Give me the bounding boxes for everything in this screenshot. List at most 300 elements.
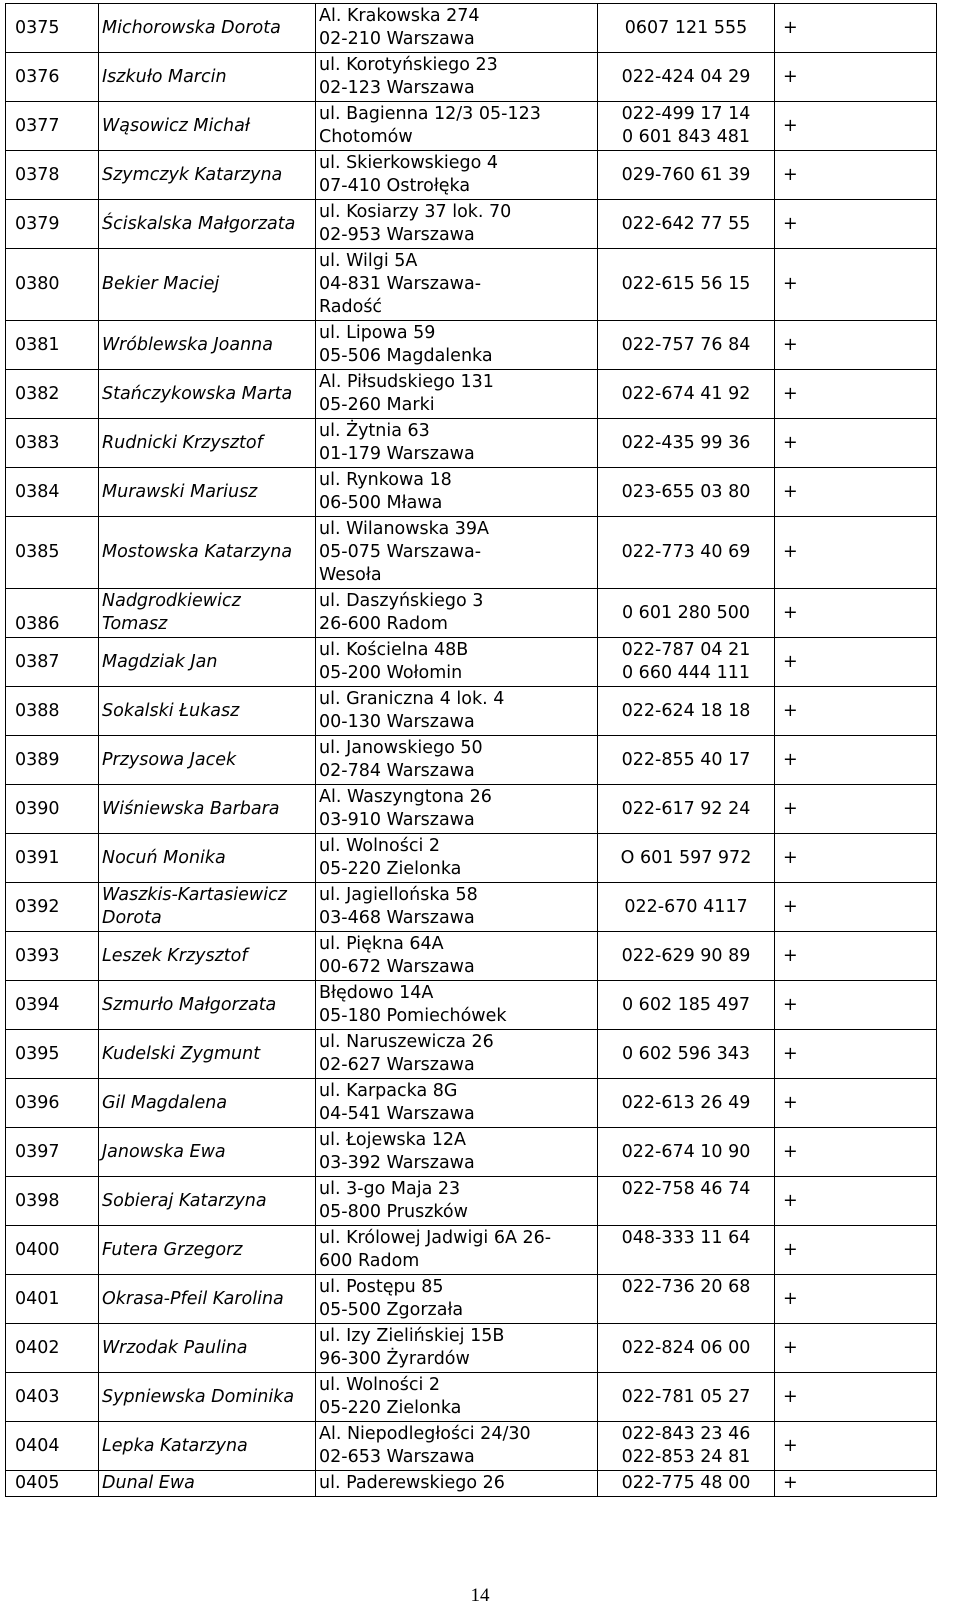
phone [598,785,775,834]
address-line: ul. Karpacka 8G [319,1081,458,1101]
person-name [99,4,316,53]
table-row [6,589,937,638]
row-number: 0397 [6,1128,99,1177]
phone-line: 0 602 596 343 [621,1043,751,1064]
address-line: ul. Graniczna 4 lok. 4 [319,689,505,709]
person-name-line: Iszkuło Marcin [102,66,227,87]
address-line: 03-468 Warszawa [319,908,475,928]
phone-line: 022-499 17 14 [621,104,751,124]
address-line: 05-180 Pomiechówek [319,1006,507,1026]
person-name-line: Leszek Krzysztof [102,945,248,966]
row-number: 0393 [6,932,99,981]
row-number: 0376 [6,53,99,102]
table-row [6,468,937,517]
phone [598,1324,775,1373]
address-line: 03-910 Warszawa [319,810,475,830]
table-row [6,1079,937,1128]
row-number: 0387 [6,638,99,687]
table-row [6,1226,937,1275]
address [316,1373,598,1422]
row-number: 0389 [6,736,99,785]
address [316,200,598,249]
address-line: ul. Kosiarzy 37 lok. 70 [319,202,512,222]
phone-line: 022-843 23 46 [621,1424,751,1444]
table-row [6,1177,937,1226]
address [316,883,598,932]
row-number: 0375 [6,4,99,53]
address [316,1030,598,1079]
person-name [99,370,316,419]
address-line: 02-784 Warszawa [319,761,475,781]
row-number: 0403 [6,1373,99,1422]
address-line: 04-831 Warszawa- [319,274,482,294]
status-mark: + [775,53,937,102]
address [316,981,598,1030]
status-mark: + [775,249,937,321]
address-line: Chotomów [319,127,413,147]
row-number: 0380 [6,249,99,321]
table-row [6,1030,937,1079]
table-row [6,53,937,102]
address [316,249,598,321]
table-row [6,1422,937,1471]
person-name [99,932,316,981]
phone-line: 023-655 03 80 [621,481,751,502]
phone-line: 022-617 92 24 [621,798,751,819]
phone-line: 022-624 18 18 [621,700,751,721]
phone [598,1275,775,1324]
person-name [99,1471,316,1497]
row-number: 0400 [6,1226,99,1275]
person-name [99,981,316,1030]
person-name-line: Okrasa-Pfeil Karolina [102,1288,284,1309]
phone-line: 0607 121 555 [624,17,748,38]
phone [598,1422,775,1471]
phone-line: 022-775 48 00 [621,1473,751,1493]
phone-line: 022-613 26 49 [621,1092,751,1113]
status-mark: + [775,1226,937,1275]
person-name-line: Sokalski Łukasz [102,700,240,721]
table-row [6,687,937,736]
row-number: 0396 [6,1079,99,1128]
address-line: 02-653 Warszawa [319,1447,475,1467]
address [316,370,598,419]
address [316,785,598,834]
address-line: Radość [319,297,383,317]
address [316,1324,598,1373]
address-line: Wesoła [319,565,382,585]
status-mark: + [775,1373,937,1422]
person-name-line: Waszkis-Kartasiewicz [102,885,287,905]
phone-line: 022-787 04 21 [621,640,751,660]
address-line: 05-075 Warszawa- [319,542,482,562]
address-line: ul. Rynkowa 18 [319,470,452,490]
address-line: ul. Wilgi 5A [319,251,418,271]
phone [598,4,775,53]
status-mark: + [775,419,937,468]
status-mark: + [775,687,937,736]
person-name-line: Sypniewska Dominika [102,1386,295,1407]
address-line: ul. Wolności 2 [319,1375,441,1395]
row-number: 0398 [6,1177,99,1226]
phone-line: 022-424 04 29 [621,66,751,87]
address-line: ul. Korotyńskiego 23 [319,55,498,75]
contacts-table-body [6,4,937,1497]
row-number: 0404 [6,1422,99,1471]
address-line: ul. Jagiellońska 58 [319,885,478,905]
person-name [99,1422,316,1471]
person-name [99,249,316,321]
table-row [6,638,937,687]
table-row [6,981,937,1030]
person-name [99,200,316,249]
row-number: 0383 [6,419,99,468]
person-name-line: Tomasz [102,614,168,634]
phone-line: 022-629 90 89 [621,945,751,966]
phone [598,53,775,102]
phone-line [601,1299,771,1322]
person-name-line: Magdziak Jan [102,651,218,672]
address-line: 04-541 Warszawa [319,1104,475,1124]
address-line: 02-953 Warszawa [319,225,475,245]
person-name-line: Przysowa Jacek [102,749,237,770]
person-name-line: Rudnicki Krzysztof [102,432,263,453]
phone-line: 0 601 280 500 [621,602,751,623]
address-line: 02-210 Warszawa [319,29,475,49]
person-name-line: Gil Magdalena [102,1092,228,1113]
phone [598,370,775,419]
phone-line: 029-760 61 39 [621,164,751,185]
person-name-line: Wiśniewska Barbara [102,798,280,819]
phone [598,736,775,785]
phone-line: 022-674 10 90 [621,1141,751,1162]
table-row [6,517,937,589]
phone-line: 0 602 185 497 [621,994,751,1015]
phone-line: 0 601 843 481 [621,127,751,147]
table-row [6,151,937,200]
address-line: Al. Niepodległości 24/30 [319,1424,531,1444]
status-mark: + [775,1422,937,1471]
address [316,419,598,468]
phone [598,321,775,370]
person-name-line: Nadgrodkiewicz [102,591,241,611]
person-name-line: Murawski Mariusz [102,481,258,502]
phone-line: 048-333 11 64 [621,1228,751,1248]
phone-line: 022-642 77 55 [621,213,751,234]
phone-line: 022-674 41 92 [621,383,751,404]
table-row [6,102,937,151]
table-row [6,370,937,419]
row-number: 0377 [6,102,99,151]
address [316,1275,598,1324]
address [316,151,598,200]
row-number: 0385 [6,517,99,589]
status-mark: + [775,200,937,249]
address [316,102,598,151]
row-number: 0384 [6,468,99,517]
address-line: 05-260 Marki [319,395,435,415]
table-row [6,249,937,321]
person-name-line: Kudelski Zygmunt [102,1043,261,1064]
address [316,4,598,53]
person-name-line: Wąsowicz Michał [102,115,250,136]
row-number: 0388 [6,687,99,736]
person-name-line: Bekier Maciej [102,274,220,294]
address-line: 600 Radom [319,1251,420,1271]
status-mark: + [775,1079,937,1128]
phone [598,419,775,468]
status-mark: + [775,736,937,785]
phone [598,200,775,249]
table-row [6,785,937,834]
status-mark: + [775,151,937,200]
address-line: ul. Postępu 85 [319,1277,444,1297]
row-number: 0392 [6,883,99,932]
address-line: ul. Izy Zielińskiej 15B [319,1326,505,1346]
person-name [99,834,316,883]
address-line: 05-220 Zielonka [319,859,462,879]
phone [598,932,775,981]
status-mark: + [775,1324,937,1373]
phone-line: 022-757 76 84 [621,334,751,355]
person-name [99,1275,316,1324]
phone-line: 022-670 4117 [624,896,748,917]
person-name-line: Nocuń Monika [102,847,226,868]
address-line: 05-800 Pruszków [319,1202,468,1222]
address-line: Al. Waszyngtona 26 [319,787,492,807]
address [316,1422,598,1471]
phone [598,589,775,638]
address-line: 00-130 Warszawa [319,712,475,732]
person-name [99,785,316,834]
address-line: 02-123 Warszawa [319,78,475,98]
phone-line: 022-824 06 00 [621,1337,751,1358]
phone-line: 022-855 40 17 [621,749,751,770]
address-line: ul. Janowskiego 50 [319,738,483,758]
phone [598,151,775,200]
address-line: 00-672 Warszawa [319,957,475,977]
phone-line: 0 660 444 111 [621,663,751,683]
status-mark: + [775,589,937,638]
phone-line: 022-758 46 74 [621,1179,751,1199]
person-name [99,53,316,102]
person-name-line: Stańczykowska Marta [102,383,293,404]
table-row [6,834,937,883]
phone-line [601,1201,771,1224]
status-mark: + [775,1471,937,1497]
person-name-line: Wróblewska Joanna [102,334,273,355]
address-line: ul. Paderewskiego 26 [319,1473,505,1493]
person-name [99,1324,316,1373]
table-row [6,932,937,981]
person-name-line: Michorowska Dorota [102,17,281,38]
phone [598,883,775,932]
address [316,53,598,102]
row-number: 0391 [6,834,99,883]
address [316,1128,598,1177]
person-name [99,638,316,687]
phone [598,1226,775,1275]
address [316,687,598,736]
phone [598,1030,775,1079]
status-mark: + [775,785,937,834]
page-number: 14 [470,1585,490,1606]
table-row [6,736,937,785]
address-line: ul. 3-go Maja 23 [319,1179,461,1199]
table-row [6,883,937,932]
status-mark: + [775,638,937,687]
address-line: 05-200 Wołomin [319,663,463,683]
address-line: 07-410 Ostrołęka [319,176,471,196]
phone [598,468,775,517]
phone-line: 022-435 99 36 [621,432,751,453]
phone [598,1373,775,1422]
table-row [6,321,937,370]
status-mark: + [775,1275,937,1324]
status-mark: + [775,517,937,589]
address [316,932,598,981]
row-number: 0402 [6,1324,99,1373]
person-name-line: Lepka Katarzyna [102,1435,248,1456]
status-mark: + [775,981,937,1030]
address-line: 03-392 Warszawa [319,1153,475,1173]
status-mark: + [775,468,937,517]
person-name-line: Szmurło Małgorzata [102,994,277,1015]
address-line: ul. Łojewska 12A [319,1130,467,1150]
phone [598,517,775,589]
person-name [99,517,316,589]
address-line: ul. Żytnia 63 [319,421,430,441]
table-row [6,200,937,249]
address [316,589,598,638]
address-line: 01-179 Warszawa [319,444,475,464]
address-line: 05-220 Zielonka [319,1398,462,1418]
person-name [99,1226,316,1275]
person-name [99,321,316,370]
status-mark: + [775,1030,937,1079]
address-line: ul. Piękna 64A [319,934,444,954]
person-name [99,1030,316,1079]
row-number: 0390 [6,785,99,834]
person-name [99,1373,316,1422]
address-line: ul. Naruszewicza 26 [319,1032,494,1052]
phone [598,981,775,1030]
phone-line: 022-781 05 27 [621,1386,751,1407]
status-mark: + [775,883,937,932]
address-line: ul. Wilanowska 39A [319,519,490,539]
person-name-line: Ściskalska Małgorzata [102,213,296,234]
person-name [99,736,316,785]
row-number: 0381 [6,321,99,370]
table-row [6,1275,937,1324]
table-row [6,1373,937,1422]
person-name-line: Futera Grzegorz [102,1239,243,1260]
person-name-line: Mostowska Katarzyna [102,542,293,562]
address-line: ul. Wolności 2 [319,836,441,856]
person-name-line: Dunal Ewa [102,1473,195,1493]
address-line: 26-600 Radom [319,614,448,634]
person-name [99,102,316,151]
phone [598,102,775,151]
address [316,736,598,785]
phone [598,687,775,736]
status-mark: + [775,1177,937,1226]
phone [598,1128,775,1177]
address-line: Al. Piłsudskiego 131 [319,372,494,392]
person-name [99,419,316,468]
phone [598,638,775,687]
person-name-line: Dorota [102,908,162,928]
person-name [99,468,316,517]
address [316,517,598,589]
person-name-line: Sobieraj Katarzyna [102,1190,267,1211]
address [316,1079,598,1128]
phone [598,1079,775,1128]
person-name [99,151,316,200]
address [316,638,598,687]
status-mark: + [775,1128,937,1177]
address-line: 05-500 Zgorzała [319,1300,464,1320]
address-line: ul. Lipowa 59 [319,323,436,343]
address-line: 05-506 Magdalenka [319,346,493,366]
address [316,1471,598,1497]
row-number: 0395 [6,1030,99,1079]
row-number: 0405 [6,1471,99,1497]
table-row [6,1128,937,1177]
status-mark: + [775,834,937,883]
status-mark: + [775,102,937,151]
table-row [6,419,937,468]
phone-line: 022-773 40 69 [621,542,751,562]
table-row [6,1471,937,1497]
person-name [99,589,316,638]
address-line: ul. Daszyńskiego 3 [319,591,484,611]
address-line: ul. Kościelna 48B [319,640,469,660]
row-number: 0379 [6,200,99,249]
address-line: Al. Krakowska 274 [319,6,480,26]
address-line: 06-500 Mława [319,493,443,513]
phone [598,249,775,321]
phone-line: 022-853 24 81 [621,1447,751,1467]
address-line: ul. Bagienna 12/3 05-123 [319,104,541,124]
row-number: 0382 [6,370,99,419]
status-mark: + [775,4,937,53]
address-line: ul. Skierkowskiego 4 [319,153,499,173]
phone-line: 022-736 20 68 [621,1277,751,1297]
person-name [99,883,316,932]
person-name-line: Szymczyk Katarzyna [102,164,283,185]
person-name-line: Wrzodak Paulina [102,1337,248,1358]
row-number: 0378 [6,151,99,200]
address-line: 02-627 Warszawa [319,1055,475,1075]
person-name [99,1177,316,1226]
person-name [99,1079,316,1128]
person-name [99,687,316,736]
address-line: ul. Królowej Jadwigi 6A 26- [319,1228,552,1248]
phone [598,1177,775,1226]
row-number: 0394 [6,981,99,1030]
address [316,321,598,370]
status-mark: + [775,932,937,981]
phone-line: 022-615 56 15 [621,274,751,294]
table-row [6,4,937,53]
address-line: 96-300 Żyrardów [319,1349,470,1369]
address [316,834,598,883]
row-number: 0401 [6,1275,99,1324]
status-mark: + [775,321,937,370]
phone-line [601,1250,771,1273]
table-row [6,1324,937,1373]
